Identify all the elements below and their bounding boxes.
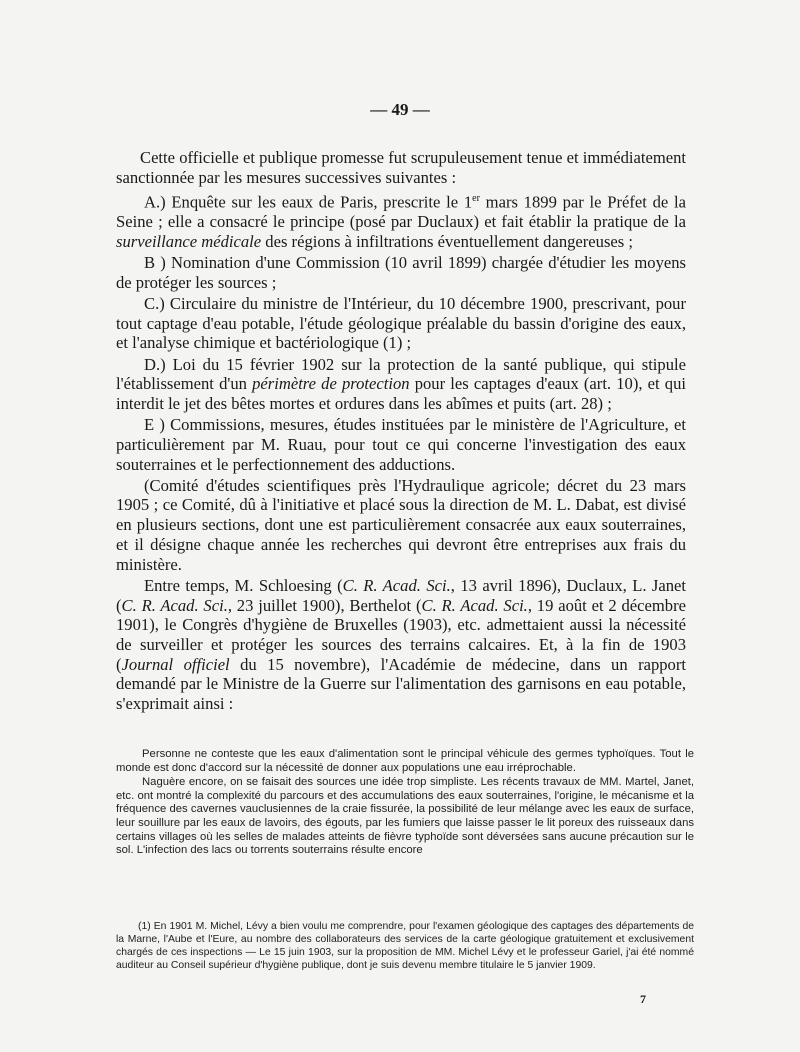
paragraph-entre-temps [116,576,686,714]
paragraph-comite: (Comité d'études scientifiques près l'Hydraulique agricole; décret du 23 mars 1905 ; ce Comité, dû à l'initiative et placé sous la direction de M. L. Dabat, est divisé en plusieurs sections, dont une est particulièrement consacrée aux eaux souterraines, et il désigne chaque année les recherches qui devront être entreprises aux frais du ministère. [116,475,686,574]
text-segment: du 15 novembre), l'Académie de médecine, dans un rapport demandé par le Ministre de la Guerre sur l'alimentation des garnisons en eau potable, s'exprimait ainsi : [116,654,686,714]
citation-italic: C. R. Acad. Sci. [342,575,451,595]
paragraph-a: A.) Enquête sur les eaux de Paris, prescrite le 1er mars 1899 par le Préfet de la Seine ; elle a consacré le principe (posé par Duclaux) et fait établir la pratique de la surveillance médicale des régions à infiltrations éventuellement dangereuses ; [116,192,687,251]
text-segment: , 13 avril 1896), Duclaux, L. Janet ( [116,575,686,615]
quote-paragraph-2: Naguère encore, on se faisait des sources une idée trop simpliste. Les récents travaux de MM. Martel, Janet, etc. ont montré la complexité du parcours et des accumulations des eaux souterraines, l'origine, le mécanisme et la fréquence des cavernes vauclusiennes de la craie fissurée, la possibilité de leur mélange avec les eaux de surface, leur souillure par les eaux de lavoirs, des égouts, par les fumiers que laisse passer le lit poreux des ruisseaux dans certains villages où les selles de malades atteints de fièvre typhoïde sont déversées sans aucune précaution sur le sol. L'infection des lacs ou torrents souterrains résulte encore [116,776,694,857]
footnote [116,920,694,972]
signature-mark: 7 [640,992,646,1006]
paragraph-e: E ) Commissions, mesures, études instituées par le ministère de l'Agriculture, et particulièrement par M. Ruau, pour tout ce qui concerne l'investigation des eaux souterraines et le perfectionnement des adductions. [116,415,686,474]
footnote-text: (1) En 1901 M. Michel, Lévy a bien voulu me comprendre, pour l'examen géologique des captages des départements de la Marne, l'Aube et l'Eure, au nombre des collaborateurs des services de la carte géologique gratuitement et exclusivement chargés de ces inspections — Le 15 juin 1903, sur la proposition de MM. Michel Lévy et le professeur Gariel, j'ai été nommé auditeur au Conseil supérieur d'hygiène publique, dont je suis devenu membre titulaire le 5 janvier 1909. [116,921,694,971]
paragraph-intro: Cette officielle et publique promesse fut scrupuleusement tenue et immédiatement sanctionnée par les mesures successives suivantes : [116,148,686,187]
text-segment: , 23 juillet 1900), Berthelot ( [227,595,422,615]
paragraph-d: D.) Loi du 15 février 1902 sur la protection de la santé publique, qui stipule l'établissement d'un périmètre de protection pour les captages d'eaux (art. 10), et qui interdit le jet des bêtes mortes et ordures dans les abîmes et puits (art. 28) ; [116,354,686,413]
paragraph-b: B ) Nomination d'une Commission (10 avril 1899) chargée d'étudier les moyens de protéger les sources ; [116,253,686,292]
page-number: — 49 — [370,100,430,119]
paragraph-c: C.) Circulaire du ministre de l'Intérieur, du 10 décembre 1900, prescrivant, pour tout captage d'eau potable, l'étude géologique préalable du bassin d'origine des eaux, et l'analyse chimique et bactériologique (1) ; [116,293,686,353]
quoted-report [116,748,694,859]
text-segment: , 19 août et 2 décembre 1901), le Congrès d'hygiène de Bruxelles (1903), etc. admettaient aussi la nécessité de surveiller et protéger les sources des terrains calcaires. Et, à la fin de 1903 ( [116,595,686,674]
main-text [116,148,686,715]
quote-paragraph-1: Personne ne conteste que les eaux d'alimentation sont le principal véhicule des germes typhoïques. Tout le monde est donc d'accord sur la nécessité de donner aux populations une eau irréprochable. [116,748,694,774]
citation-italic: C. R. Acad. Sci. [421,595,528,615]
citation-italic: C. R. Acad. Sci. [121,595,228,615]
text-segment: Entre temps, M. Schloesing ( [144,575,343,595]
citation-italic: Journal officiel [121,654,230,674]
